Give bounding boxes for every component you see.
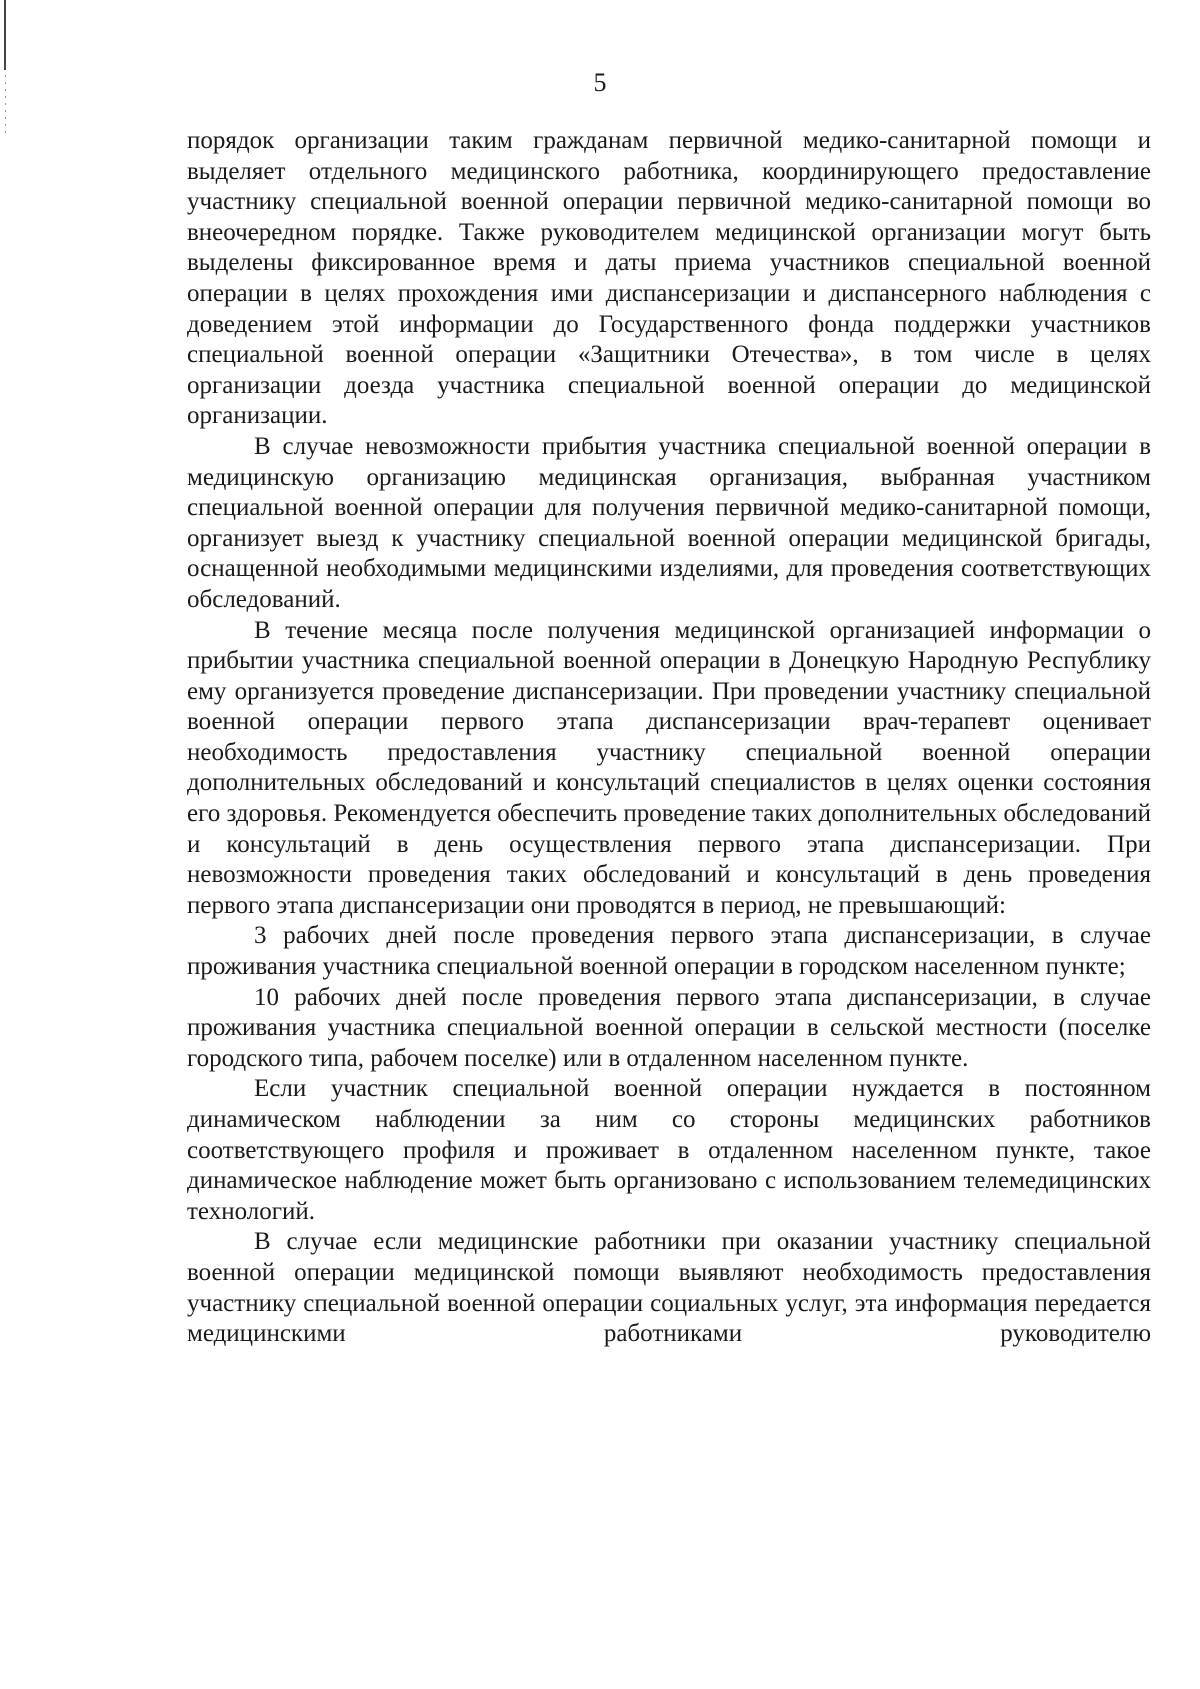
scan-edge-mark [4, 0, 6, 70]
paragraph-continuation: порядок организации таким гражданам первичной медико-санитарной помощи и выделяет отдельного медицинского работника, координирующего предоставление участнику специальной военной операции первичной медико-санитарной помощи во внеочередном порядке. Также руководителем медицинской организации могут быть выделены фиксированное время и даты приема участников специальной военной операции в целях прохождения ими диспансеризации и диспансерного наблюдения с доведением этой информации до Государственного фонда поддержки участников специальной военной операции «Защитники Отечества», в том числе в целях организации доезда участника специальной военной операции до медицинской организации. [187, 127, 1151, 430]
page-number: 5 [593, 68, 607, 97]
paragraph-telemedicine: Если участник специальной военной операции нуждается в постоянном динамическом наблюдении за ним со стороны медицинских работников соответствующего профиля и проживает в отдаленном населенном пункте, такое динамическое наблюдение может быть организовано с использованием телемедицинских технологий. [187, 1075, 1151, 1225]
paragraph-social-services: В случае если медицинские работники при оказании участнику специальной военной операции медицинской помощи выявляют необходимость предоставления участнику специальной военной операции социальных услуг, эта информация передается медицинскими работниками руководителю [187, 1228, 1151, 1348]
paragraph-dispensarization: В течение месяца после получения медицинской организацией информации о прибытии участника специальной военной операции в Донецкую Народную Республику ему организуется проведение диспансеризации. При проведении участнику специальной военной операции первого этапа диспансеризации врач-терапевт оценивает необходимость предоставления участнику специальной военной операции дополнительных обследований и консультаций специалистов в целях оценки состояния его здоровья. Рекомендуется обеспечить проведение таких дополнительных обследований и консультаций в день осуществления первого этапа диспансеризации. При невозможности проведения таких обследований и консультаций в день проведения первого этапа диспансеризации они проводятся в период, не превышающий: [187, 616, 1151, 919]
paragraph-visit-brigade: В случае невозможности прибытия участника специальной военной операции в медицинскую организацию медицинская организация, выбранная участником специальной военной операции для получения первичной медико-санитарной помощи, организует выезд к участнику специальной военной операции медицинской бригады, оснащенной необходимыми медицинскими изделиями, для проведения соответствующих обследований. [187, 432, 1151, 613]
paragraph-rural-term: 10 рабочих дней после проведения первого этапа диспансеризации, в случае проживания участника специальной военной операции в сельской местности (поселке городского типа, рабочем поселке) или в отдаленном населенном пункте. [187, 983, 1151, 1072]
paragraph-urban-term: 3 рабочих дней после проведения первого этапа диспансеризации, в случае проживания участника специальной военной операции в городском населенном пункте; [187, 922, 1151, 981]
document-body [187, 126, 1151, 1350]
